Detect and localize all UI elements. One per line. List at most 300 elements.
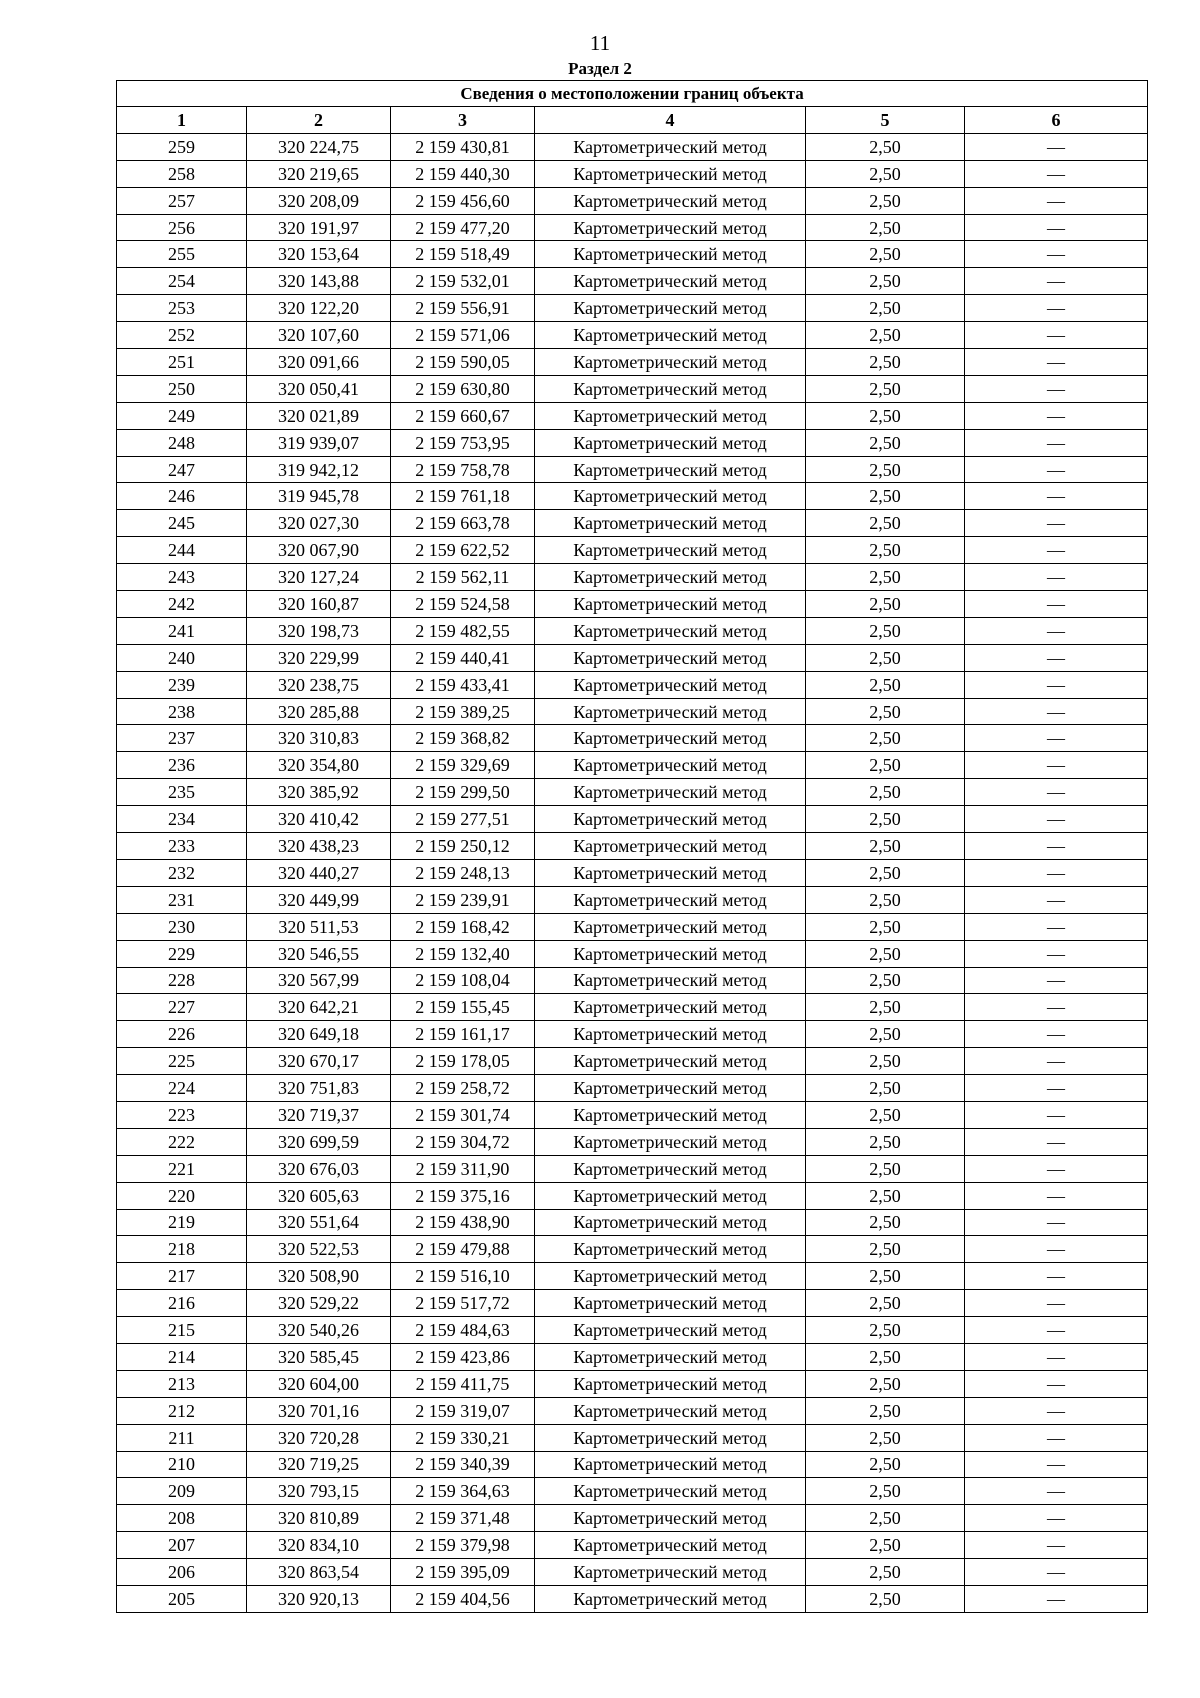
point-number-cell: 214 [117, 1343, 247, 1370]
x-coordinate-cell: 320 238,75 [247, 671, 391, 698]
x-coordinate-cell: 320 676,03 [247, 1155, 391, 1182]
description-cell: — [965, 940, 1148, 967]
method-cell: Картометрический метод [535, 268, 806, 295]
x-coordinate-cell: 320 585,45 [247, 1343, 391, 1370]
y-coordinate-cell: 2 159 477,20 [391, 214, 535, 241]
point-number-cell: 208 [117, 1505, 247, 1532]
table-row [117, 241, 1148, 268]
method-cell: Картометрический метод [535, 1075, 806, 1102]
description-cell: — [965, 617, 1148, 644]
point-number-cell: 221 [117, 1155, 247, 1182]
y-coordinate-cell: 2 159 484,63 [391, 1317, 535, 1344]
method-cell: Картометрический метод [535, 187, 806, 214]
accuracy-cell: 2,50 [806, 1236, 965, 1263]
x-coordinate-cell: 320 529,22 [247, 1290, 391, 1317]
method-cell: Картометрический метод [535, 779, 806, 806]
description-cell: — [965, 1532, 1148, 1559]
x-coordinate-cell: 320 224,75 [247, 133, 391, 160]
accuracy-cell: 2,50 [806, 349, 965, 376]
y-coordinate-cell: 2 159 430,81 [391, 133, 535, 160]
x-coordinate-cell: 320 091,66 [247, 349, 391, 376]
point-number-cell: 211 [117, 1424, 247, 1451]
point-number-cell: 247 [117, 456, 247, 483]
y-coordinate-cell: 2 159 364,63 [391, 1478, 535, 1505]
method-cell: Картометрический метод [535, 1155, 806, 1182]
method-cell: Картометрический метод [535, 1209, 806, 1236]
description-cell: — [965, 1317, 1148, 1344]
x-coordinate-cell: 320 310,83 [247, 725, 391, 752]
method-cell: Картометрический метод [535, 1263, 806, 1290]
table-row [117, 833, 1148, 860]
accuracy-cell: 2,50 [806, 994, 965, 1021]
accuracy-cell: 2,50 [806, 1397, 965, 1424]
description-cell: — [965, 322, 1148, 349]
method-cell: Картометрический метод [535, 1505, 806, 1532]
method-cell: Картометрический метод [535, 241, 806, 268]
description-cell: — [965, 1451, 1148, 1478]
table-row [117, 1505, 1148, 1532]
description-cell: — [965, 214, 1148, 241]
method-cell: Картометрический метод [535, 752, 806, 779]
y-coordinate-cell: 2 159 161,17 [391, 1021, 535, 1048]
accuracy-cell: 2,50 [806, 725, 965, 752]
method-cell: Картометрический метод [535, 1128, 806, 1155]
x-coordinate-cell: 320 107,60 [247, 322, 391, 349]
description-cell: — [965, 483, 1148, 510]
y-coordinate-cell: 2 159 753,95 [391, 429, 535, 456]
x-coordinate-cell: 320 701,16 [247, 1397, 391, 1424]
table-row [117, 644, 1148, 671]
method-cell: Картометрический метод [535, 1370, 806, 1397]
description-cell: — [965, 1424, 1148, 1451]
point-number-cell: 229 [117, 940, 247, 967]
table-row [117, 1343, 1148, 1370]
table-row [117, 859, 1148, 886]
accuracy-cell: 2,50 [806, 1101, 965, 1128]
point-number-cell: 246 [117, 483, 247, 510]
description-cell: — [965, 779, 1148, 806]
description-cell: — [965, 160, 1148, 187]
description-cell: — [965, 967, 1148, 994]
section-title: Раздел 2 [568, 59, 632, 78]
method-cell: Картометрический метод [535, 833, 806, 860]
x-coordinate-cell: 320 793,15 [247, 1478, 391, 1505]
point-number-cell: 213 [117, 1370, 247, 1397]
point-number-cell: 220 [117, 1182, 247, 1209]
table-caption: Сведения о местоположении границ объекта [117, 81, 1148, 107]
y-coordinate-cell: 2 159 340,39 [391, 1451, 535, 1478]
point-number-cell: 235 [117, 779, 247, 806]
table-row [117, 1370, 1148, 1397]
point-number-cell: 253 [117, 295, 247, 322]
description-cell: — [965, 1128, 1148, 1155]
point-number-cell: 244 [117, 537, 247, 564]
column-header: 6 [965, 107, 1148, 134]
x-coordinate-cell: 320 546,55 [247, 940, 391, 967]
table-row [117, 456, 1148, 483]
x-coordinate-cell: 320 127,24 [247, 564, 391, 591]
x-coordinate-cell: 320 508,90 [247, 1263, 391, 1290]
y-coordinate-cell: 2 159 258,72 [391, 1075, 535, 1102]
y-coordinate-cell: 2 159 108,04 [391, 967, 535, 994]
method-cell: Картометрический метод [535, 1478, 806, 1505]
description-cell: — [965, 859, 1148, 886]
point-number-cell: 227 [117, 994, 247, 1021]
point-number-cell: 239 [117, 671, 247, 698]
description-cell: — [965, 752, 1148, 779]
table-row [117, 483, 1148, 510]
accuracy-cell: 2,50 [806, 1424, 965, 1451]
accuracy-cell: 2,50 [806, 806, 965, 833]
x-coordinate-cell: 320 122,20 [247, 295, 391, 322]
description-cell: — [965, 349, 1148, 376]
table-row [117, 133, 1148, 160]
x-coordinate-cell: 320 567,99 [247, 967, 391, 994]
table-row [117, 214, 1148, 241]
y-coordinate-cell: 2 159 517,72 [391, 1290, 535, 1317]
x-coordinate-cell: 320 522,53 [247, 1236, 391, 1263]
x-coordinate-cell: 320 385,92 [247, 779, 391, 806]
point-number-cell: 233 [117, 833, 247, 860]
column-header: 1 [117, 107, 247, 134]
point-number-cell: 215 [117, 1317, 247, 1344]
accuracy-cell: 2,50 [806, 671, 965, 698]
y-coordinate-cell: 2 159 250,12 [391, 833, 535, 860]
y-coordinate-cell: 2 159 301,74 [391, 1101, 535, 1128]
x-coordinate-cell: 320 720,28 [247, 1424, 391, 1451]
accuracy-cell: 2,50 [806, 617, 965, 644]
accuracy-cell: 2,50 [806, 483, 965, 510]
method-cell: Картометрический метод [535, 295, 806, 322]
method-cell: Картометрический метод [535, 1182, 806, 1209]
table-row [117, 402, 1148, 429]
x-coordinate-cell: 320 834,10 [247, 1532, 391, 1559]
method-cell: Картометрический метод [535, 671, 806, 698]
description-cell: — [965, 133, 1148, 160]
accuracy-cell: 2,50 [806, 160, 965, 187]
description-cell: — [965, 429, 1148, 456]
column-header: 3 [391, 107, 535, 134]
description-cell: — [965, 1478, 1148, 1505]
point-number-cell: 226 [117, 1021, 247, 1048]
point-number-cell: 231 [117, 886, 247, 913]
method-cell: Картометрический метод [535, 483, 806, 510]
table-row [117, 886, 1148, 913]
table-body [117, 133, 1148, 1612]
method-cell: Картометрический метод [535, 429, 806, 456]
accuracy-cell: 2,50 [806, 1585, 965, 1612]
accuracy-cell: 2,50 [806, 133, 965, 160]
accuracy-cell: 2,50 [806, 752, 965, 779]
table-row [117, 1263, 1148, 1290]
description-cell: — [965, 1290, 1148, 1317]
method-cell: Картометрический метод [535, 1048, 806, 1075]
x-coordinate-cell: 320 719,25 [247, 1451, 391, 1478]
method-cell: Картометрический метод [535, 940, 806, 967]
accuracy-cell: 2,50 [806, 1021, 965, 1048]
table-row [117, 1021, 1148, 1048]
method-cell: Картометрический метод [535, 967, 806, 994]
y-coordinate-cell: 2 159 532,01 [391, 268, 535, 295]
method-cell: Картометрический метод [535, 1021, 806, 1048]
description-cell: — [965, 1048, 1148, 1075]
y-coordinate-cell: 2 159 663,78 [391, 510, 535, 537]
description-cell: — [965, 402, 1148, 429]
description-cell: — [965, 564, 1148, 591]
accuracy-cell: 2,50 [806, 510, 965, 537]
accuracy-cell: 2,50 [806, 833, 965, 860]
accuracy-cell: 2,50 [806, 644, 965, 671]
table-row [117, 967, 1148, 994]
y-coordinate-cell: 2 159 168,42 [391, 913, 535, 940]
accuracy-cell: 2,50 [806, 859, 965, 886]
y-coordinate-cell: 2 159 248,13 [391, 859, 535, 886]
y-coordinate-cell: 2 159 479,88 [391, 1236, 535, 1263]
x-coordinate-cell: 320 670,17 [247, 1048, 391, 1075]
table-row [117, 1397, 1148, 1424]
table-row [117, 671, 1148, 698]
accuracy-cell: 2,50 [806, 1505, 965, 1532]
method-cell: Картометрический метод [535, 994, 806, 1021]
y-coordinate-cell: 2 159 556,91 [391, 295, 535, 322]
table-row [117, 1155, 1148, 1182]
accuracy-cell: 2,50 [806, 1075, 965, 1102]
x-coordinate-cell: 319 942,12 [247, 456, 391, 483]
x-coordinate-cell: 320 160,87 [247, 591, 391, 618]
y-coordinate-cell: 2 159 562,11 [391, 564, 535, 591]
y-coordinate-cell: 2 159 132,40 [391, 940, 535, 967]
x-coordinate-cell: 320 649,18 [247, 1021, 391, 1048]
accuracy-cell: 2,50 [806, 1478, 965, 1505]
description-cell: — [965, 833, 1148, 860]
accuracy-cell: 2,50 [806, 698, 965, 725]
x-coordinate-cell: 320 285,88 [247, 698, 391, 725]
method-cell: Картометрический метод [535, 456, 806, 483]
description-cell: — [965, 241, 1148, 268]
method-cell: Картометрический метод [535, 510, 806, 537]
description-cell: — [965, 671, 1148, 698]
point-number-cell: 241 [117, 617, 247, 644]
accuracy-cell: 2,50 [806, 456, 965, 483]
description-cell: — [965, 913, 1148, 940]
point-number-cell: 242 [117, 591, 247, 618]
table-row [117, 1317, 1148, 1344]
point-number-cell: 252 [117, 322, 247, 349]
y-coordinate-cell: 2 159 518,49 [391, 241, 535, 268]
table-row [117, 349, 1148, 376]
x-coordinate-cell: 320 810,89 [247, 1505, 391, 1532]
method-cell: Картометрический метод [535, 644, 806, 671]
table-header-row [117, 107, 1148, 134]
x-coordinate-cell: 320 027,30 [247, 510, 391, 537]
table-row [117, 429, 1148, 456]
x-coordinate-cell: 320 751,83 [247, 1075, 391, 1102]
description-cell: — [965, 994, 1148, 1021]
table-row [117, 1101, 1148, 1128]
table-row [117, 375, 1148, 402]
x-coordinate-cell: 320 208,09 [247, 187, 391, 214]
method-cell: Картометрический метод [535, 725, 806, 752]
x-coordinate-cell: 320 198,73 [247, 617, 391, 644]
method-cell: Картометрический метод [535, 1532, 806, 1559]
y-coordinate-cell: 2 159 371,48 [391, 1505, 535, 1532]
accuracy-cell: 2,50 [806, 1532, 965, 1559]
point-number-cell: 225 [117, 1048, 247, 1075]
point-number-cell: 223 [117, 1101, 247, 1128]
y-coordinate-cell: 2 159 329,69 [391, 752, 535, 779]
point-number-cell: 230 [117, 913, 247, 940]
y-coordinate-cell: 2 159 375,16 [391, 1182, 535, 1209]
x-coordinate-cell: 320 719,37 [247, 1101, 391, 1128]
table-row [117, 160, 1148, 187]
table-caption-row [117, 81, 1148, 107]
accuracy-cell: 2,50 [806, 1182, 965, 1209]
table-row [117, 1075, 1148, 1102]
point-number-cell: 210 [117, 1451, 247, 1478]
point-number-cell: 249 [117, 402, 247, 429]
x-coordinate-cell: 320 067,90 [247, 537, 391, 564]
description-cell: — [965, 1155, 1148, 1182]
method-cell: Картометрический метод [535, 1343, 806, 1370]
x-coordinate-cell: 320 642,21 [247, 994, 391, 1021]
y-coordinate-cell: 2 159 319,07 [391, 1397, 535, 1424]
table-row [117, 779, 1148, 806]
method-cell: Картометрический метод [535, 375, 806, 402]
description-cell: — [965, 268, 1148, 295]
y-coordinate-cell: 2 159 404,56 [391, 1585, 535, 1612]
method-cell: Картометрический метод [535, 1585, 806, 1612]
table-row [117, 295, 1148, 322]
table-row [117, 1182, 1148, 1209]
table-row [117, 1290, 1148, 1317]
description-cell: — [965, 806, 1148, 833]
table-row [117, 1209, 1148, 1236]
y-coordinate-cell: 2 159 155,45 [391, 994, 535, 1021]
description-cell: — [965, 1263, 1148, 1290]
accuracy-cell: 2,50 [806, 429, 965, 456]
x-coordinate-cell: 320 050,41 [247, 375, 391, 402]
description-cell: — [965, 1209, 1148, 1236]
y-coordinate-cell: 2 159 761,18 [391, 483, 535, 510]
description-cell: — [965, 1559, 1148, 1586]
table-row [117, 1128, 1148, 1155]
y-coordinate-cell: 2 159 440,41 [391, 644, 535, 671]
method-cell: Картометрический метод [535, 133, 806, 160]
description-cell: — [965, 187, 1148, 214]
description-cell: — [965, 591, 1148, 618]
table-row [117, 537, 1148, 564]
method-cell: Картометрический метод [535, 537, 806, 564]
x-coordinate-cell: 320 438,23 [247, 833, 391, 860]
description-cell: — [965, 1585, 1148, 1612]
x-coordinate-cell: 320 354,80 [247, 752, 391, 779]
table-row [117, 725, 1148, 752]
accuracy-cell: 2,50 [806, 1290, 965, 1317]
y-coordinate-cell: 2 159 516,10 [391, 1263, 535, 1290]
x-coordinate-cell: 320 143,88 [247, 268, 391, 295]
description-cell: — [965, 1075, 1148, 1102]
point-number-cell: 207 [117, 1532, 247, 1559]
table-row [117, 617, 1148, 644]
point-number-cell: 212 [117, 1397, 247, 1424]
x-coordinate-cell: 320 604,00 [247, 1370, 391, 1397]
y-coordinate-cell: 2 159 379,98 [391, 1532, 535, 1559]
description-cell: — [965, 1236, 1148, 1263]
table-row [117, 913, 1148, 940]
point-number-cell: 219 [117, 1209, 247, 1236]
y-coordinate-cell: 2 159 368,82 [391, 725, 535, 752]
y-coordinate-cell: 2 159 438,90 [391, 1209, 535, 1236]
point-number-cell: 257 [117, 187, 247, 214]
table-row [117, 940, 1148, 967]
y-coordinate-cell: 2 159 524,58 [391, 591, 535, 618]
point-number-cell: 218 [117, 1236, 247, 1263]
accuracy-cell: 2,50 [806, 1317, 965, 1344]
table-row [117, 1424, 1148, 1451]
y-coordinate-cell: 2 159 456,60 [391, 187, 535, 214]
accuracy-cell: 2,50 [806, 564, 965, 591]
accuracy-cell: 2,50 [806, 967, 965, 994]
description-cell: — [965, 1343, 1148, 1370]
column-header: 2 [247, 107, 391, 134]
method-cell: Картометрический метод [535, 1451, 806, 1478]
x-coordinate-cell: 320 191,97 [247, 214, 391, 241]
y-coordinate-cell: 2 159 622,52 [391, 537, 535, 564]
accuracy-cell: 2,50 [806, 214, 965, 241]
column-header: 4 [535, 107, 806, 134]
method-cell: Картометрический метод [535, 806, 806, 833]
accuracy-cell: 2,50 [806, 1128, 965, 1155]
point-number-cell: 254 [117, 268, 247, 295]
y-coordinate-cell: 2 159 660,67 [391, 402, 535, 429]
x-coordinate-cell: 320 229,99 [247, 644, 391, 671]
accuracy-cell: 2,50 [806, 241, 965, 268]
method-cell: Картометрический метод [535, 214, 806, 241]
x-coordinate-cell: 320 410,42 [247, 806, 391, 833]
page-number: 11 [589, 31, 611, 55]
method-cell: Картометрический метод [535, 913, 806, 940]
accuracy-cell: 2,50 [806, 295, 965, 322]
point-number-cell: 216 [117, 1290, 247, 1317]
accuracy-cell: 2,50 [806, 187, 965, 214]
point-number-cell: 238 [117, 698, 247, 725]
x-coordinate-cell: 320 920,13 [247, 1585, 391, 1612]
point-number-cell: 228 [117, 967, 247, 994]
point-number-cell: 248 [117, 429, 247, 456]
x-coordinate-cell: 320 540,26 [247, 1317, 391, 1344]
table-row [117, 322, 1148, 349]
accuracy-cell: 2,50 [806, 537, 965, 564]
point-number-cell: 236 [117, 752, 247, 779]
method-cell: Картометрический метод [535, 349, 806, 376]
method-cell: Картометрический метод [535, 1559, 806, 1586]
y-coordinate-cell: 2 159 482,55 [391, 617, 535, 644]
x-coordinate-cell: 320 449,99 [247, 886, 391, 913]
y-coordinate-cell: 2 159 304,72 [391, 1128, 535, 1155]
description-cell: — [965, 1505, 1148, 1532]
y-coordinate-cell: 2 159 440,30 [391, 160, 535, 187]
x-coordinate-cell: 320 153,64 [247, 241, 391, 268]
accuracy-cell: 2,50 [806, 1263, 965, 1290]
point-number-cell: 209 [117, 1478, 247, 1505]
x-coordinate-cell: 320 605,63 [247, 1182, 391, 1209]
point-number-cell: 255 [117, 241, 247, 268]
method-cell: Картометрический метод [535, 402, 806, 429]
point-number-cell: 250 [117, 375, 247, 402]
y-coordinate-cell: 2 159 411,75 [391, 1370, 535, 1397]
x-coordinate-cell: 320 551,64 [247, 1209, 391, 1236]
method-cell: Картометрический метод [535, 1101, 806, 1128]
